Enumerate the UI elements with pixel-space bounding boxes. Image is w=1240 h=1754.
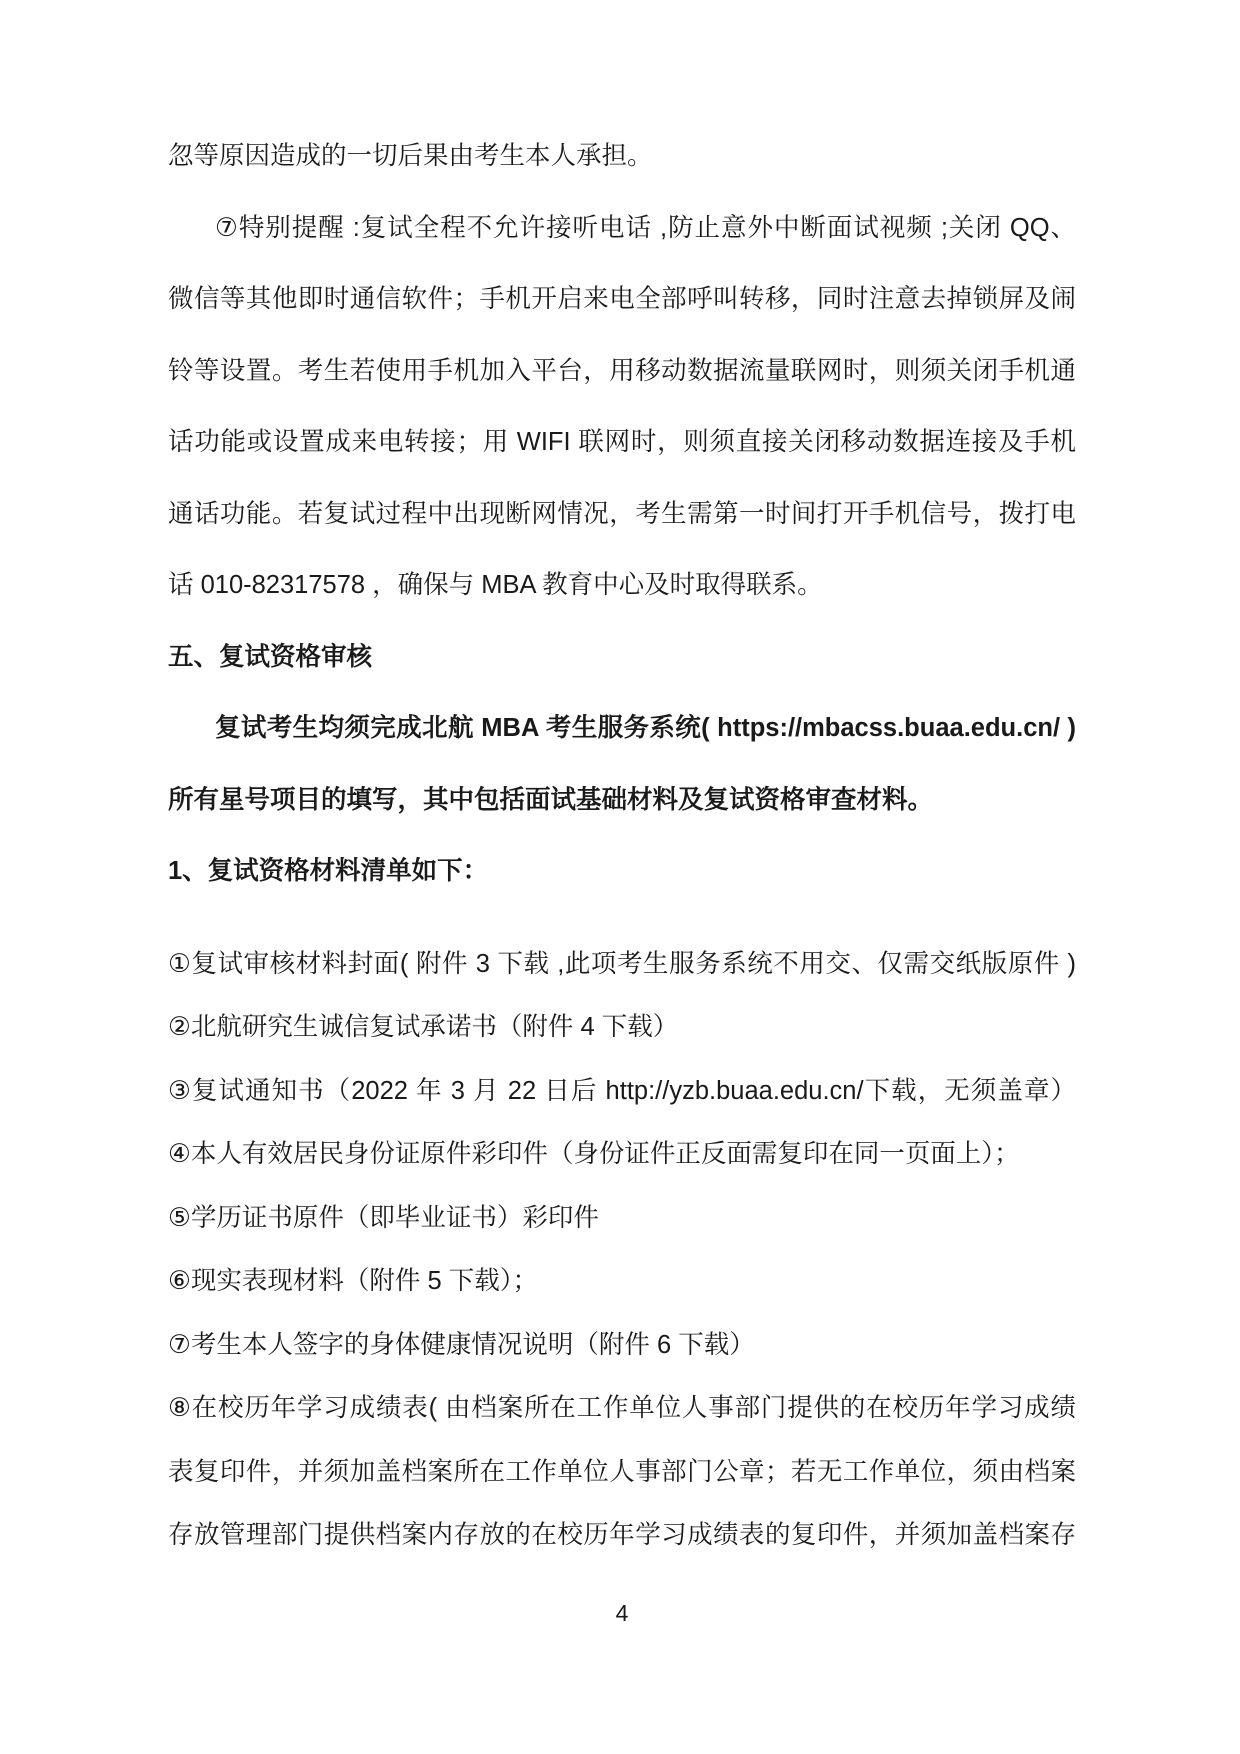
- list-item: ⑦考生本人签字的身体健康情况说明（附件 6 下载）: [168, 1330, 755, 1359]
- reminder-line: 微信等其他即时通信软件；手机开启来电全部呼叫转移，同时注意去掉锁屏及闹: [168, 285, 1076, 313]
- list-item: ⑧在校历年学习成绩表( 由档案所在工作单位人事部门提供的在校历年学习成绩: [168, 1394, 1076, 1422]
- system-paragraph-line: 复试考生均须完成北航 MBA 考生服务系统( https://mbacss.buaa.edu.cn/ ): [215, 714, 1076, 742]
- reminder-line: 铃等设置。考生若使用手机加入平台，用移动数据流量联网时，则须关闭手机通: [168, 356, 1076, 385]
- system-paragraph-line: 所有星号项目的填写，其中包括面试基础材料及复试资格审查材料。: [168, 785, 934, 814]
- section-heading: 五、复试资格审核: [168, 642, 373, 671]
- list-item: ⑤学历证书原件（即毕业证书）彩印件: [168, 1203, 599, 1232]
- reminder-line: ⑦特别提醒 :复试全程不允许接听电话 ,防止意外中断面试视频 ;关闭 QQ、: [215, 213, 1076, 242]
- list-item: ④本人有效居民身份证原件彩印件（身份证件正反面需复印在同一页面上）；: [168, 1140, 1020, 1168]
- reminder-line: 话 010-82317578 ，确保与 MBA 教育中心及时取得联系。: [168, 571, 823, 599]
- list-item: ①复试审核材料封面( 附件 3 下载 ,此项考生服务系统不用交、仅需交纸版原件 ): [168, 949, 1076, 978]
- page-number: 4: [615, 1599, 629, 1626]
- list-item-continuation: 表复印件，并须加盖档案所在工作单位人事部门公章；若无工作单位，须由档案: [168, 1457, 1076, 1486]
- list-item: ②北航研究生诚信复试承诺书（附件 4 下载）: [168, 1013, 679, 1041]
- list-item-continuation: 存放管理部门提供档案内存放的在校历年学习成绩表的复印件，并须加盖档案存: [168, 1521, 1076, 1549]
- list-heading: 1、复试资格材料清单如下：: [168, 857, 489, 885]
- reminder-line: 话功能或设置成来电转接；用 WIFI 联网时，则须直接关闭移动数据连接及手机: [168, 428, 1076, 456]
- reminder-line: 通话功能。若复试过程中出现断网情况，考生需第一时间打开手机信号，拨打电: [168, 499, 1076, 528]
- list-item: ⑥现实表现材料（附件 5 下载）；: [168, 1267, 538, 1295]
- list-item: ③复试通知书（2022 年 3 月 22 日后 http://yzb.buaa.edu.cn/下载，无须盖章）: [168, 1076, 1076, 1105]
- paragraph-end-line: 忽等原因造成的一切后果由考生本人承担。: [168, 142, 653, 170]
